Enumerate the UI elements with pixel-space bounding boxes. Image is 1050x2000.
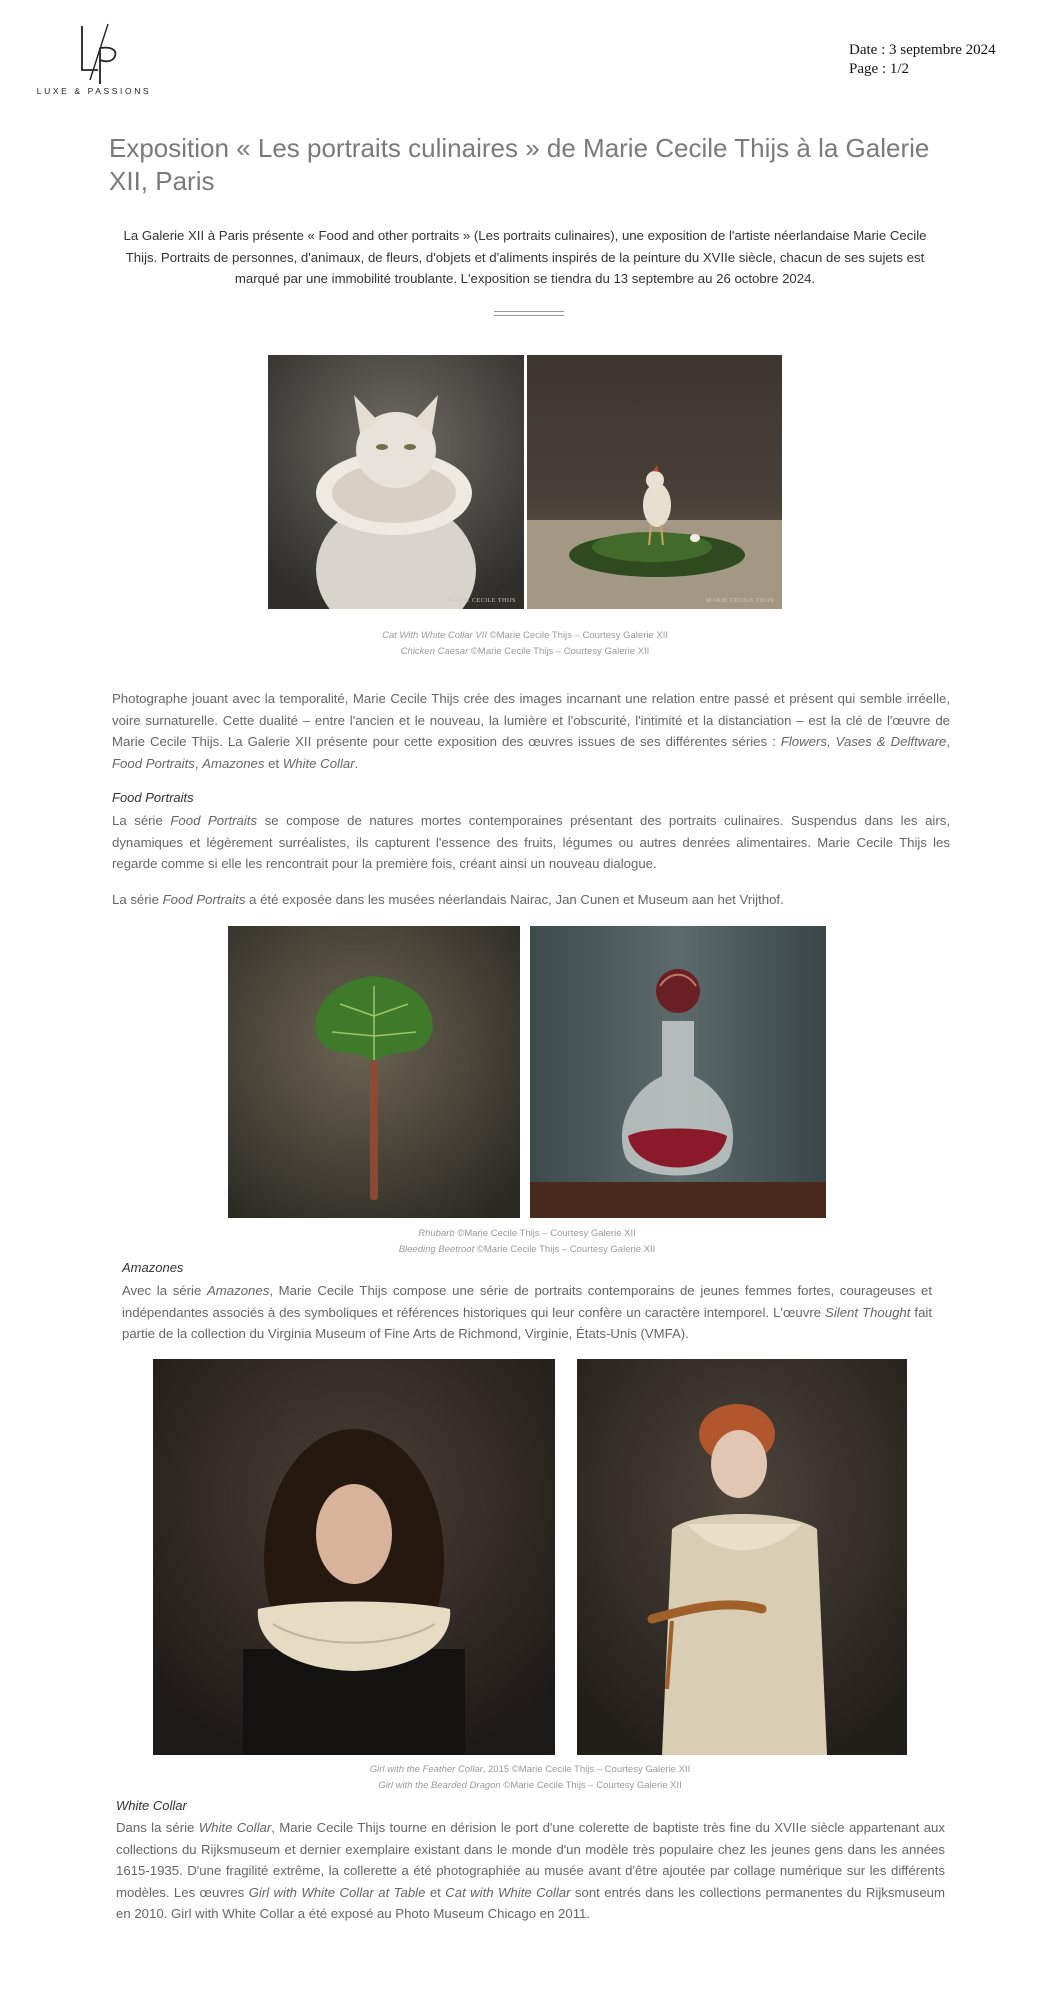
photo-rhubarb <box>228 926 520 1218</box>
text-run: fait partie de la collection du Virginia Museum of Fine Arts de Richmond, Virginie, États-Unis (VMFA). <box>122 1304 933 1342</box>
photo-bleeding-beetroot <box>530 926 826 1218</box>
caption-dragon <box>153 1778 907 1794</box>
caption-title: Girl with the Feather Collar <box>369 1764 483 1775</box>
caption-credit: , 2015 ©Marie Cecile Thijs – Courtesy Galerie XII <box>482 1764 691 1775</box>
photo-girl-feather-collar <box>153 1359 555 1755</box>
series-name: Food Portraits <box>170 813 258 828</box>
text-run: La série <box>112 813 171 828</box>
caption-title: Chicken Caesar <box>400 646 469 657</box>
caption-title: Rhubarb <box>418 1228 455 1239</box>
caption-title: Girl with the Bearded Dragon <box>378 1780 501 1791</box>
caption-row-1 <box>268 628 782 660</box>
text-run: , Marie Cecile Thijs compose une série de portraits contemporains de jeunes femmes fortes, courageuses et indépendantes associés à des symboliques et références historiques qui leur confère un caractère intemporel. L'œuvre <box>122 1283 932 1320</box>
caption-credit: ©Marie Cecile Thijs – Courtesy Galerie XII <box>454 1228 636 1239</box>
caption-credit: ©Marie Cecile Thijs – Courtesy Galerie XII <box>486 630 669 641</box>
text-run: a été exposée dans les musées néerlandais Nairac, Jan Cunen et Museum aan het Vrijthof. <box>245 892 784 907</box>
divider <box>494 315 564 316</box>
caption-title: Bleeding Beetroot <box>398 1244 475 1255</box>
article-lead: La Galerie XII à Paris présente « Food and other portraits » (Les portraits culinaires), une exposition de l'artiste néerlandaise Marie Cecile Thijs. Portraits de personnes, d'animaux, de fleurs, d'objets et d'aliments inspirés de la peinture du XVIIe siècle, chacun de ses sujets est marqué par une immobilité troublante. L'exposition se tiendra du 13 septembre au 26 octobre 2024. <box>123 228 927 286</box>
artwork-title: Silent Thought <box>825 1304 911 1320</box>
text-run: Photographe jouant avec la temporalité, Marie Cecile Thijs crée des images incarnant une relation entre passé et présent qui semble irréelle, voire surnaturelle. Cette dualité – entre l'ancien et le nouveau, la lumière et l'obscurité, l'intimité et la distanciation – est la clé de l'œuvre de Marie Cecile Thijs. La Galerie XII présente pour cette exposition des œuvres issues de ses différentes séries : <box>112 691 950 750</box>
text-run: . <box>354 755 359 771</box>
divider <box>494 311 564 312</box>
artwork-title: Cat with White Collar <box>445 1884 571 1900</box>
caption-beetroot <box>228 1242 826 1258</box>
caption-feather <box>153 1762 907 1778</box>
caption-chicken <box>268 644 782 660</box>
heading-amazones: Amazones <box>122 1260 184 1275</box>
brand-logo <box>34 22 154 102</box>
intro-paragraph <box>112 688 950 774</box>
caption-credit: ©Marie Cecile Thijs – Courtesy Galerie XII <box>474 1244 656 1255</box>
series-name: Flowers, Vases & Delftware <box>780 734 947 750</box>
text-run: et <box>425 1884 446 1900</box>
artwork-title: Girl with White Collar at Table <box>248 1884 426 1900</box>
photo-chicken-caesar <box>527 355 782 609</box>
caption-credit: ©Marie Cecile Thijs – Courtesy Galerie XII <box>500 1780 682 1791</box>
heading-white-collar: White Collar <box>116 1798 187 1813</box>
heading-food-portraits: Food Portraits <box>112 790 194 805</box>
caption-cat <box>268 628 782 644</box>
series-name: White Collar <box>282 755 355 771</box>
photo-watermark: MARIE CECILE THIJS <box>706 598 774 604</box>
series-name: Food Portraits <box>162 892 246 907</box>
caption-row-3 <box>153 1762 907 1794</box>
series-name: Amazones <box>207 1283 270 1298</box>
page-label: Page : 1/2 <box>849 61 909 77</box>
food-portraits-paragraph <box>112 810 950 875</box>
series-name: White Collar <box>198 1820 272 1835</box>
article-title: Exposition « Les portraits culinaires » de Marie Cecile Thijs à la Galerie XII, Paris <box>109 133 930 196</box>
text-run: sont entrés dans les collections permanentes du Rijksmuseum en 2010. Girl with White Collar a été exposé au Photo Museum Chicago en 2011. <box>116 1884 946 1922</box>
text-run: Avec la série <box>122 1283 207 1298</box>
text-run: , <box>946 734 950 750</box>
photo-watermark: MARIE CECILE THIJS <box>448 598 516 604</box>
caption-credit: ©Marie Cecile Thijs – Courtesy Galerie XII <box>468 646 650 657</box>
white-collar-paragraph <box>116 1817 945 1925</box>
document-meta <box>849 41 996 79</box>
date-label: Date : 3 septembre 2024 <box>849 42 996 58</box>
text-run: et <box>264 755 283 771</box>
food-portraits-exhibited-paragraph <box>112 889 950 911</box>
series-name: Amazones <box>202 755 265 771</box>
text-run: La série <box>112 892 163 907</box>
text-run: , Marie Cecile Thijs tourne en dérision le port d'une colerette de baptiste très fine du XVIIe siècle appartenant aux collections du Rijksmuseum et dernier exemplaire existant dans le monde d'un modèle très populaire chez les jeunes gens dans les années 1615-1935. D'une fragilité extrême, la collerette a été photographiée au musée avant d'être ajoutée par collage numérique sur les différents modèles. Les œuvres <box>116 1820 945 1900</box>
lp-monogram-icon <box>64 22 124 86</box>
series-name: Food Portraits <box>112 755 195 771</box>
text-run: , <box>194 755 203 771</box>
photo-cat-with-white-collar <box>268 355 524 609</box>
text-run: Dans la série <box>116 1820 199 1835</box>
photo-girl-bearded-dragon <box>577 1359 907 1755</box>
caption-title: Cat With White Collar VII <box>381 630 487 641</box>
logo-text: LUXE & PASSIONS <box>36 86 152 96</box>
text-run: se compose de natures mortes contemporaines présentant des portraits culinaires. Suspendus dans les airs, dynamiques et légèrement surréalistes, ils capturent l'essence des fruits, légumes ou autres denrées alimentaires. Marie Cecile Thijs les regarde comme si elle les rencontrait pour la première fois, créant ainsi un nouveau dialogue. <box>112 813 950 872</box>
caption-rhubarb <box>228 1226 826 1242</box>
amazones-paragraph <box>122 1280 932 1345</box>
caption-row-2 <box>228 1226 826 1258</box>
